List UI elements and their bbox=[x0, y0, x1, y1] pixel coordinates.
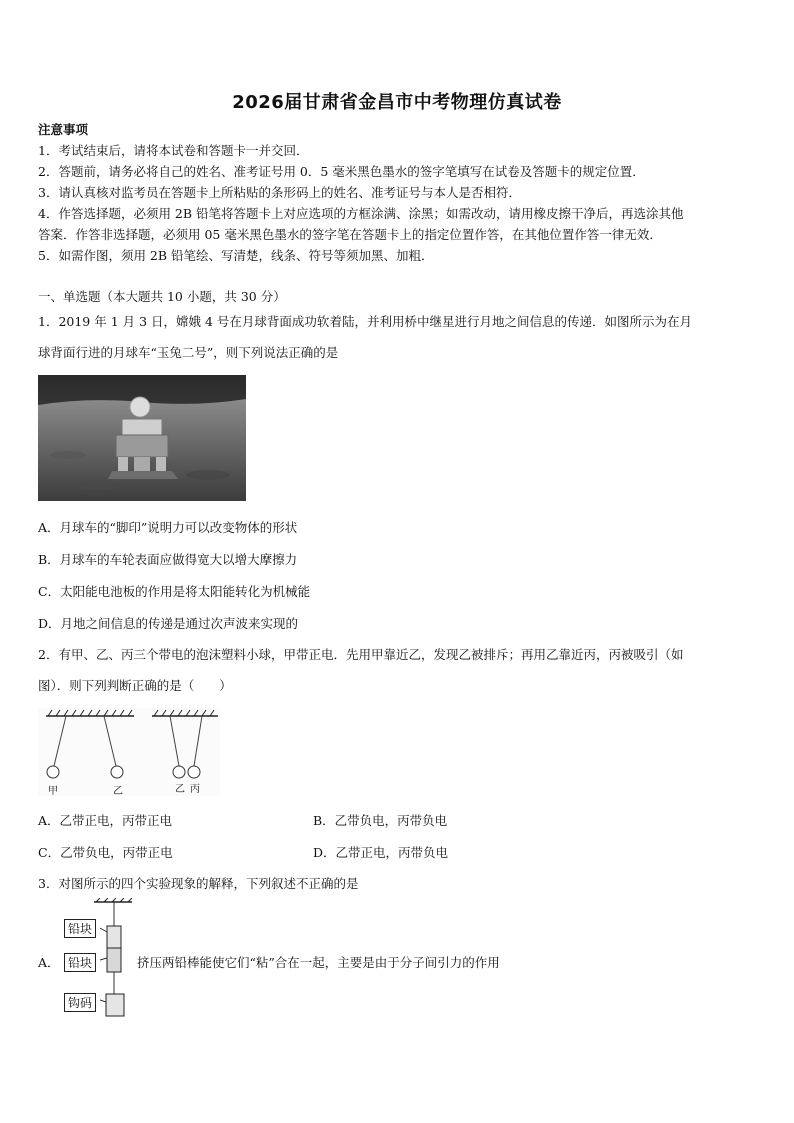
q1-option-a: A．月球车的“脚印”说明力可以改变物体的形状 bbox=[38, 520, 298, 535]
label-lead-block-bottom: 铅块 bbox=[64, 953, 96, 972]
moon-rover-photo bbox=[38, 375, 246, 501]
notice-item: 1．考试结束后，请将本试卷和答题卡一并交回． bbox=[38, 143, 309, 158]
ball-label-jia: 甲 bbox=[48, 786, 58, 797]
notice-item: 4．作答选择题，必须用 2B 铅笔将答题卡上对应选项的方框涂满、涂黑；如需改动，请用橡皮擦干净后，再选涂其他 bbox=[38, 206, 684, 221]
ball-label-yi: 乙 bbox=[113, 786, 123, 797]
q1-option-d: D．月地之间信息的传递是通过次声波来实现的 bbox=[38, 616, 299, 631]
notice-item: 答案．作答非选择题，必须用 05 毫米黑色墨水的签字笔在答题卡上的指定位置作答，在其他位置作答一律无效． bbox=[38, 227, 662, 242]
notice-item: 5．如需作图，须用 2B 铅笔绘、写清楚，线条、符号等须加黑、加粗． bbox=[38, 248, 434, 263]
section-heading: 一、单选题（本大题共 10 小题，共 30 分） bbox=[38, 289, 286, 304]
q1-stem: 1．2019 年 1 月 3 日，嫦娥 4 号在月球背面成功软着陆，并利用桥中继星进行月地之间信息的传递．如图所示为在月 bbox=[38, 314, 692, 329]
q3-stem: 3．对图所示的四个实验现象的解释，下列叙述不正确的是 bbox=[38, 876, 359, 891]
q2-option-a: A．乙带正电，丙带正电 bbox=[38, 813, 173, 828]
q2-stem: 2．有甲、乙、丙三个带电的泡沫塑料小球，甲带正电．先用甲靠近乙，发现乙被排斥；再用乙靠近丙，丙被吸引（如 bbox=[38, 647, 684, 662]
q2-option-c: C．乙带负电，丙带正电 bbox=[38, 845, 173, 860]
q1-stem: 球背面行进的月球车“玉兔二号”，则下列说法正确的是 bbox=[38, 345, 339, 360]
ball-label-yi: 乙 bbox=[175, 784, 185, 795]
label-lead-block-top: 铅块 bbox=[64, 919, 96, 938]
label-hook-weight: 钩码 bbox=[64, 993, 96, 1012]
ball-label-bing: 丙 bbox=[190, 784, 200, 795]
q1-option-c: C．太阳能电池板的作用是将太阳能转化为机械能 bbox=[38, 584, 311, 599]
notice-item: 2．答题前，请务必将自己的姓名、准考证号用 0．5 毫米黑色墨水的签字笔填写在试卷及答题卡的规定位置． bbox=[38, 164, 645, 179]
page-title: 2026届甘肃省金昌市中考物理仿真试卷 bbox=[232, 92, 562, 113]
q3-option-a-label: A． bbox=[38, 955, 60, 970]
q2-option-b: B．乙带负电，丙带负电 bbox=[313, 813, 448, 828]
notice-item: 3．请认真核对监考员在答题卡上所粘贴的条形码上的姓名、准考证号与本人是否相符． bbox=[38, 185, 521, 200]
q2-stem: 图）．则下列判断正确的是（ ） bbox=[38, 678, 232, 693]
q3-option-a-text: 挤压两铅棒能使它们“粘”合在一起，主要是由于分子间引力的作用 bbox=[137, 955, 500, 970]
notice-heading: 注意事项 bbox=[38, 122, 89, 137]
q2-option-d: D．乙带正电，丙带负电 bbox=[313, 845, 449, 860]
q1-option-b: B．月球车的车轮表面应做得宽大以增大摩擦力 bbox=[38, 552, 298, 567]
